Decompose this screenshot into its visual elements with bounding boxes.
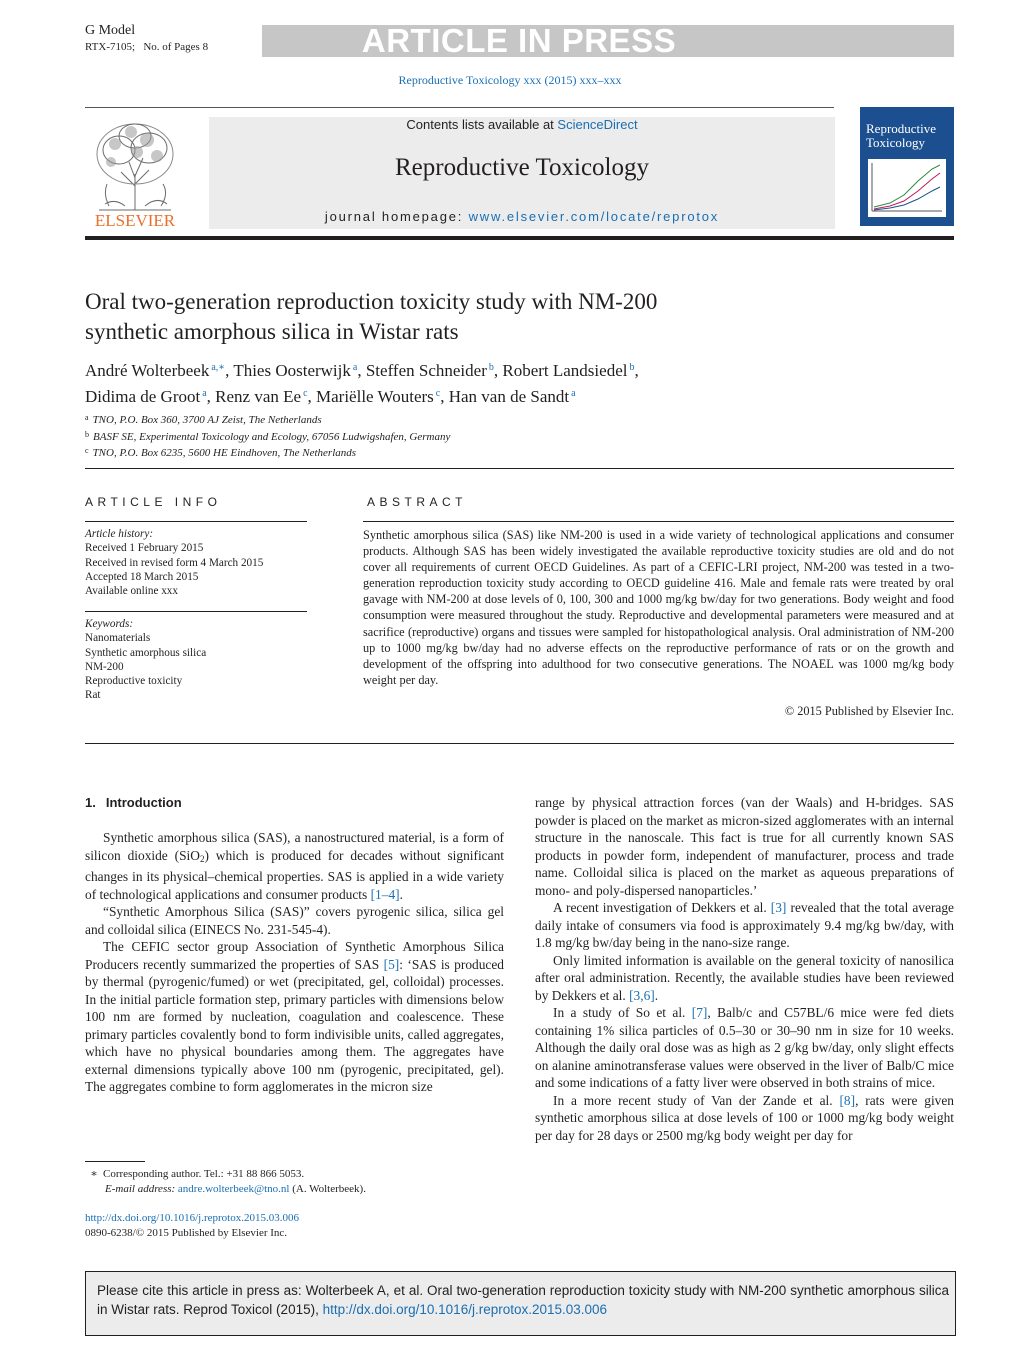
article-history-label: Article history: — [85, 528, 154, 540]
paragraph — [85, 829, 504, 903]
author-name[interactable]: Didima de Groot — [85, 387, 201, 406]
affiliation-text: TNO, P.O. Box 360, 3700 AJ Zeist, The Netherlands — [92, 414, 322, 426]
keywords — [85, 617, 307, 703]
author-name[interactable]: Steffen Schneider — [365, 361, 487, 380]
elsevier-logo[interactable] — [85, 114, 185, 230]
article-info-heading: ARTICLE INFO — [85, 495, 222, 509]
body-column-left — [85, 829, 504, 1096]
author-line-2 — [85, 382, 865, 408]
citation-doi-link[interactable]: http://dx.doi.org/10.1016/j.reprotox.2015.03.006 — [322, 1301, 608, 1317]
contents-prefix: Contents lists available at — [406, 117, 558, 132]
email-suffix: (A. Wolterbeek). — [289, 1183, 366, 1195]
text-run: ) which is produced for decades without significant changes in its physical–chemical properties. SAS is applied in a wide variety of technological applications and consumer products — [85, 847, 504, 902]
abstract-text: Synthetic amorphous silica (SAS) like NM-200 is used in a wide variety of technological applications and consumer products. Although SAS has been widely investigated the available reproductive toxicity studies are old and do not cover all requirements of current OECD Guidelines. As part of a CEFIC-LRI project, NM-200 was tested in a two-generation reproduction toxicity study according to OECD guideline 416. Male and female rats were treated by oral gavage with NM-200 at dose levels of 0, 100, 300 and 1000 mg/kg bw/day for two generations. Body weight and food consumption were measured throughout the study. Reproductive and developmental parameters were measured and at sacrifice (reproductive) organs and tissues were sampled for histopathological analysis. Oral administration of NM-200 up to 1000 mg/kg bw/day had no adverse effects on the reproductive performance of rats or on the growth and development of the offspring into adulthood for two consecutive generations. The NOAEL was 1000 mg/kg body weight per day. — [363, 528, 954, 687]
keywords-rule — [85, 611, 307, 612]
abstract-rule — [363, 521, 954, 522]
abstract-copyright: © 2015 Published by Elsevier Inc. — [784, 704, 954, 718]
author-separator: , — [357, 361, 366, 380]
reference-link[interactable]: [3] — [770, 900, 787, 915]
doi-block — [85, 1211, 504, 1241]
reference-link[interactable]: [7] — [691, 1005, 708, 1020]
keywords-label: Keywords: — [85, 618, 134, 630]
history-item: Received 1 February 2015 — [85, 542, 204, 555]
elsevier-wordmark: ELSEVIER — [94, 211, 176, 230]
author-separator: , — [225, 361, 234, 380]
author-name[interactable]: Thies Oosterwijk — [233, 361, 351, 380]
email-link[interactable]: andre.wolterbeek@tno.nl — [177, 1183, 290, 1195]
manuscript-code: RTX-7105; — [85, 41, 136, 53]
affiliation-item — [85, 444, 785, 461]
paragraph: “Synthetic Amorphous Silica (SAS)” covers pyrogenic silica, silica gel and colloidal silica (EINECS No. 231-545-4). — [85, 904, 504, 937]
author-name[interactable]: Mariëlle Wouters — [316, 387, 434, 406]
affiliation-mark: b — [85, 429, 89, 439]
author-line-1 — [85, 356, 865, 382]
section-title: Introduction — [105, 795, 182, 810]
doi-link[interactable]: http://dx.doi.org/10.1016/j.reprotox.2015.03.006 — [85, 1212, 299, 1224]
header-rule — [85, 107, 834, 108]
sciencedirect-link[interactable]: ScienceDirect — [557, 117, 638, 132]
reference-link[interactable]: [8] — [839, 1092, 856, 1108]
article-title-line2: synthetic amorphous silica in Wistar rats — [85, 319, 459, 344]
homepage-prefix: journal homepage: — [324, 209, 469, 224]
affiliation-text: TNO, P.O. Box 6235, 5600 HE Eindhoven, The Netherlands — [92, 447, 357, 459]
text-run: In a more recent study of Van der Zande et al. — [553, 1092, 840, 1108]
text-run: In a study of So et al. — [553, 1005, 692, 1020]
text-run: The CEFIC sector group Association of Synthetic Amorphous Silica Producers recently summarized the properties of SAS — [85, 939, 504, 972]
contents-line — [209, 117, 835, 133]
author-separator: , — [206, 387, 216, 406]
corresponding-author-text: Corresponding author. Tel.: +31 88 866 5053. — [103, 1168, 305, 1180]
text-run: A recent investigation of Dekkers et al. — [553, 900, 771, 915]
author-separator: , — [307, 387, 317, 406]
affiliation-item — [85, 428, 785, 445]
article-info-rule — [85, 521, 307, 522]
issn-line: 0890-6238/© 2015 Published by Elsevier Inc. — [85, 1227, 288, 1239]
author-affiliation-mark[interactable]: c — [435, 388, 441, 399]
affiliation-mark: a — [85, 413, 89, 422]
body-column-right — [535, 794, 954, 1144]
journal-cover-thumbnail[interactable] — [860, 107, 954, 226]
footnote-rule — [85, 1161, 145, 1162]
text-run: . — [399, 886, 403, 902]
cover-title-line1: Reproductive — [866, 121, 937, 136]
g-model-label: G Model — [85, 23, 136, 38]
affiliation-mark: c — [85, 446, 89, 455]
paragraph — [535, 1092, 954, 1145]
author-list — [85, 356, 865, 408]
affiliation-list — [85, 411, 785, 461]
text-run: , Balb/c and C57BL/6 mice were fed diets containing 1% silica particles of 0.5–30 or 30–90 nm in size for 10 weeks. Although the daily oral dose was as high as 2 g/kg bw/day, only slight effects on alanine aminotransferase values were observed in the liver of Balb/C mice and some indications of a fatty liver were observed in both strains of mice. — [535, 1005, 954, 1090]
paragraph — [85, 938, 504, 1096]
keyword-item: Rat — [85, 689, 101, 702]
history-item: Available online xxx — [85, 585, 178, 598]
keyword-item: NM-200 — [85, 660, 124, 673]
corresponding-author-footnote — [85, 1167, 504, 1197]
citation-text — [97, 1282, 949, 1319]
section-heading — [85, 795, 192, 810]
history-item: Accepted 18 March 2015 — [85, 570, 199, 583]
paragraph — [535, 952, 954, 1005]
author-affiliation-mark[interactable]: a,∗ — [211, 362, 226, 373]
affiliation-item — [85, 411, 785, 428]
author-separator: , — [440, 387, 449, 406]
page-count: No. of Pages 8 — [143, 41, 209, 53]
author-affiliation-mark[interactable]: a — [352, 362, 358, 373]
reference-link[interactable]: [3,6] — [629, 987, 655, 1003]
section-number: 1. — [85, 795, 96, 810]
history-item: Received in revised form 4 March 2015 — [85, 556, 264, 569]
author-name[interactable]: Robert Landsiedel — [502, 361, 628, 380]
journal-homepage — [209, 209, 835, 225]
affiliation-rule — [85, 468, 954, 469]
article-in-press-label: ARTICLE IN PRESS — [361, 22, 677, 59]
cover-title-line2: Toxicology — [866, 135, 926, 150]
abstract-heading: ABSTRACT — [367, 495, 468, 509]
keyword-item: Reproductive toxicity — [85, 675, 183, 688]
keyword-item: Synthetic amorphous silica — [85, 646, 207, 659]
text-run: Synthetic amorphous silica (SAS), a nanostructured material, is a form of silicon dioxide (SiO — [85, 830, 504, 863]
text-run: . — [654, 987, 659, 1003]
paragraph — [535, 1004, 954, 1092]
reference-link[interactable]: [1–4] — [370, 886, 400, 902]
article-title-line1: Oral two-generation reproduction toxicity study with NM-200 — [85, 289, 658, 314]
text-run: Only limited information is available on the general toxicity of nanosilica after oral administration. Recently, the available studies have been reviewed by Dekkers et al. — [535, 952, 954, 1003]
keyword-item: Nanomaterials — [85, 632, 151, 645]
text-run: : ‘SAS is produced by thermal (pyrogenic/fumed) or wet (precipitated, gel, colloidal) processes. In the initial particle formation step, primary particles with dimensions below 100 nm are formed by nucleation, coagulation and coalescence. These primary particles covalently bond to form indivisible units, called aggregates, which have no physical boundaries among them. The aggregates have external dimensions typically above 100 nm (pyrogenic, precipitated, gel). The aggregates combine to form agglomerates in the micron size — [85, 956, 505, 1094]
affiliation-text: BASF SE, Experimental Toxicology and Ecology, 67056 Ludwigshafen, Germany — [93, 430, 451, 443]
subscript: 2 — [199, 853, 205, 864]
article-title — [85, 287, 845, 347]
reference-link[interactable]: [5] — [383, 956, 400, 972]
manuscript-id — [85, 22, 208, 56]
homepage-link[interactable]: www.elsevier.com/locate/reprotox — [468, 209, 720, 224]
text-run: revealed that the total average daily intake of consumers via food is approximately 9.4 mg/kg bw/day, with 1.8 mg/kg bw/day being in the nano-size range. — [535, 900, 954, 950]
author-affiliation-mark[interactable]: c — [303, 388, 308, 399]
article-history — [85, 527, 307, 598]
elsevier-tree-icon — [97, 124, 173, 210]
author-name[interactable]: André Wolterbeek — [85, 361, 210, 380]
author-name[interactable]: Renz van Ee — [215, 387, 302, 406]
author-affiliation-mark[interactable]: a — [571, 388, 576, 399]
citation-prefix: Please cite this article in press as: Wolterbeek A, et al. Oral two-generation reproduction toxicity study with NM-200 synthetic amorphous silica in Wistar rats. Reprod Toxicol (2015), — [97, 1283, 949, 1317]
journal-title: Reproductive Toxicology — [395, 154, 649, 181]
author-separator: , — [634, 361, 639, 380]
journal-reference[interactable]: Reproductive Toxicology xxx (2015) xxx–xxx — [398, 73, 622, 87]
abstract-bottom-rule — [85, 743, 954, 744]
author-name[interactable]: Han van de Sandt — [448, 387, 570, 406]
paragraph — [535, 899, 954, 952]
author-separator: , — [493, 361, 503, 380]
email-label: E-mail address: — [105, 1183, 178, 1195]
author-affiliation-mark[interactable]: b — [629, 362, 635, 373]
text-run: , rats were given synthetic amorphous silica at dose levels of 100 or 1000 mg/kg body weight per day for 28 days or 2500 mg/kg body weight per day for — [535, 1092, 954, 1143]
paragraph: range by physical attraction forces (van der Waals) and H-bridges. SAS powder is placed on the market as micron-sized agglomerates with an internal structure in the nanoscale. This fact is true for all currently known SAS products in powder form, independent of manufacturer, process and trade name. Colloidal silica is placed on the market as aqueous preparations of mono- and poly-dispersed nanoparticles.’ — [535, 795, 954, 898]
header-thick-rule — [85, 236, 954, 240]
author-affiliation-mark[interactable]: b — [488, 362, 494, 373]
author-affiliation-mark[interactable]: a — [202, 388, 207, 399]
footnote-mark: ∗ — [90, 1168, 98, 1180]
